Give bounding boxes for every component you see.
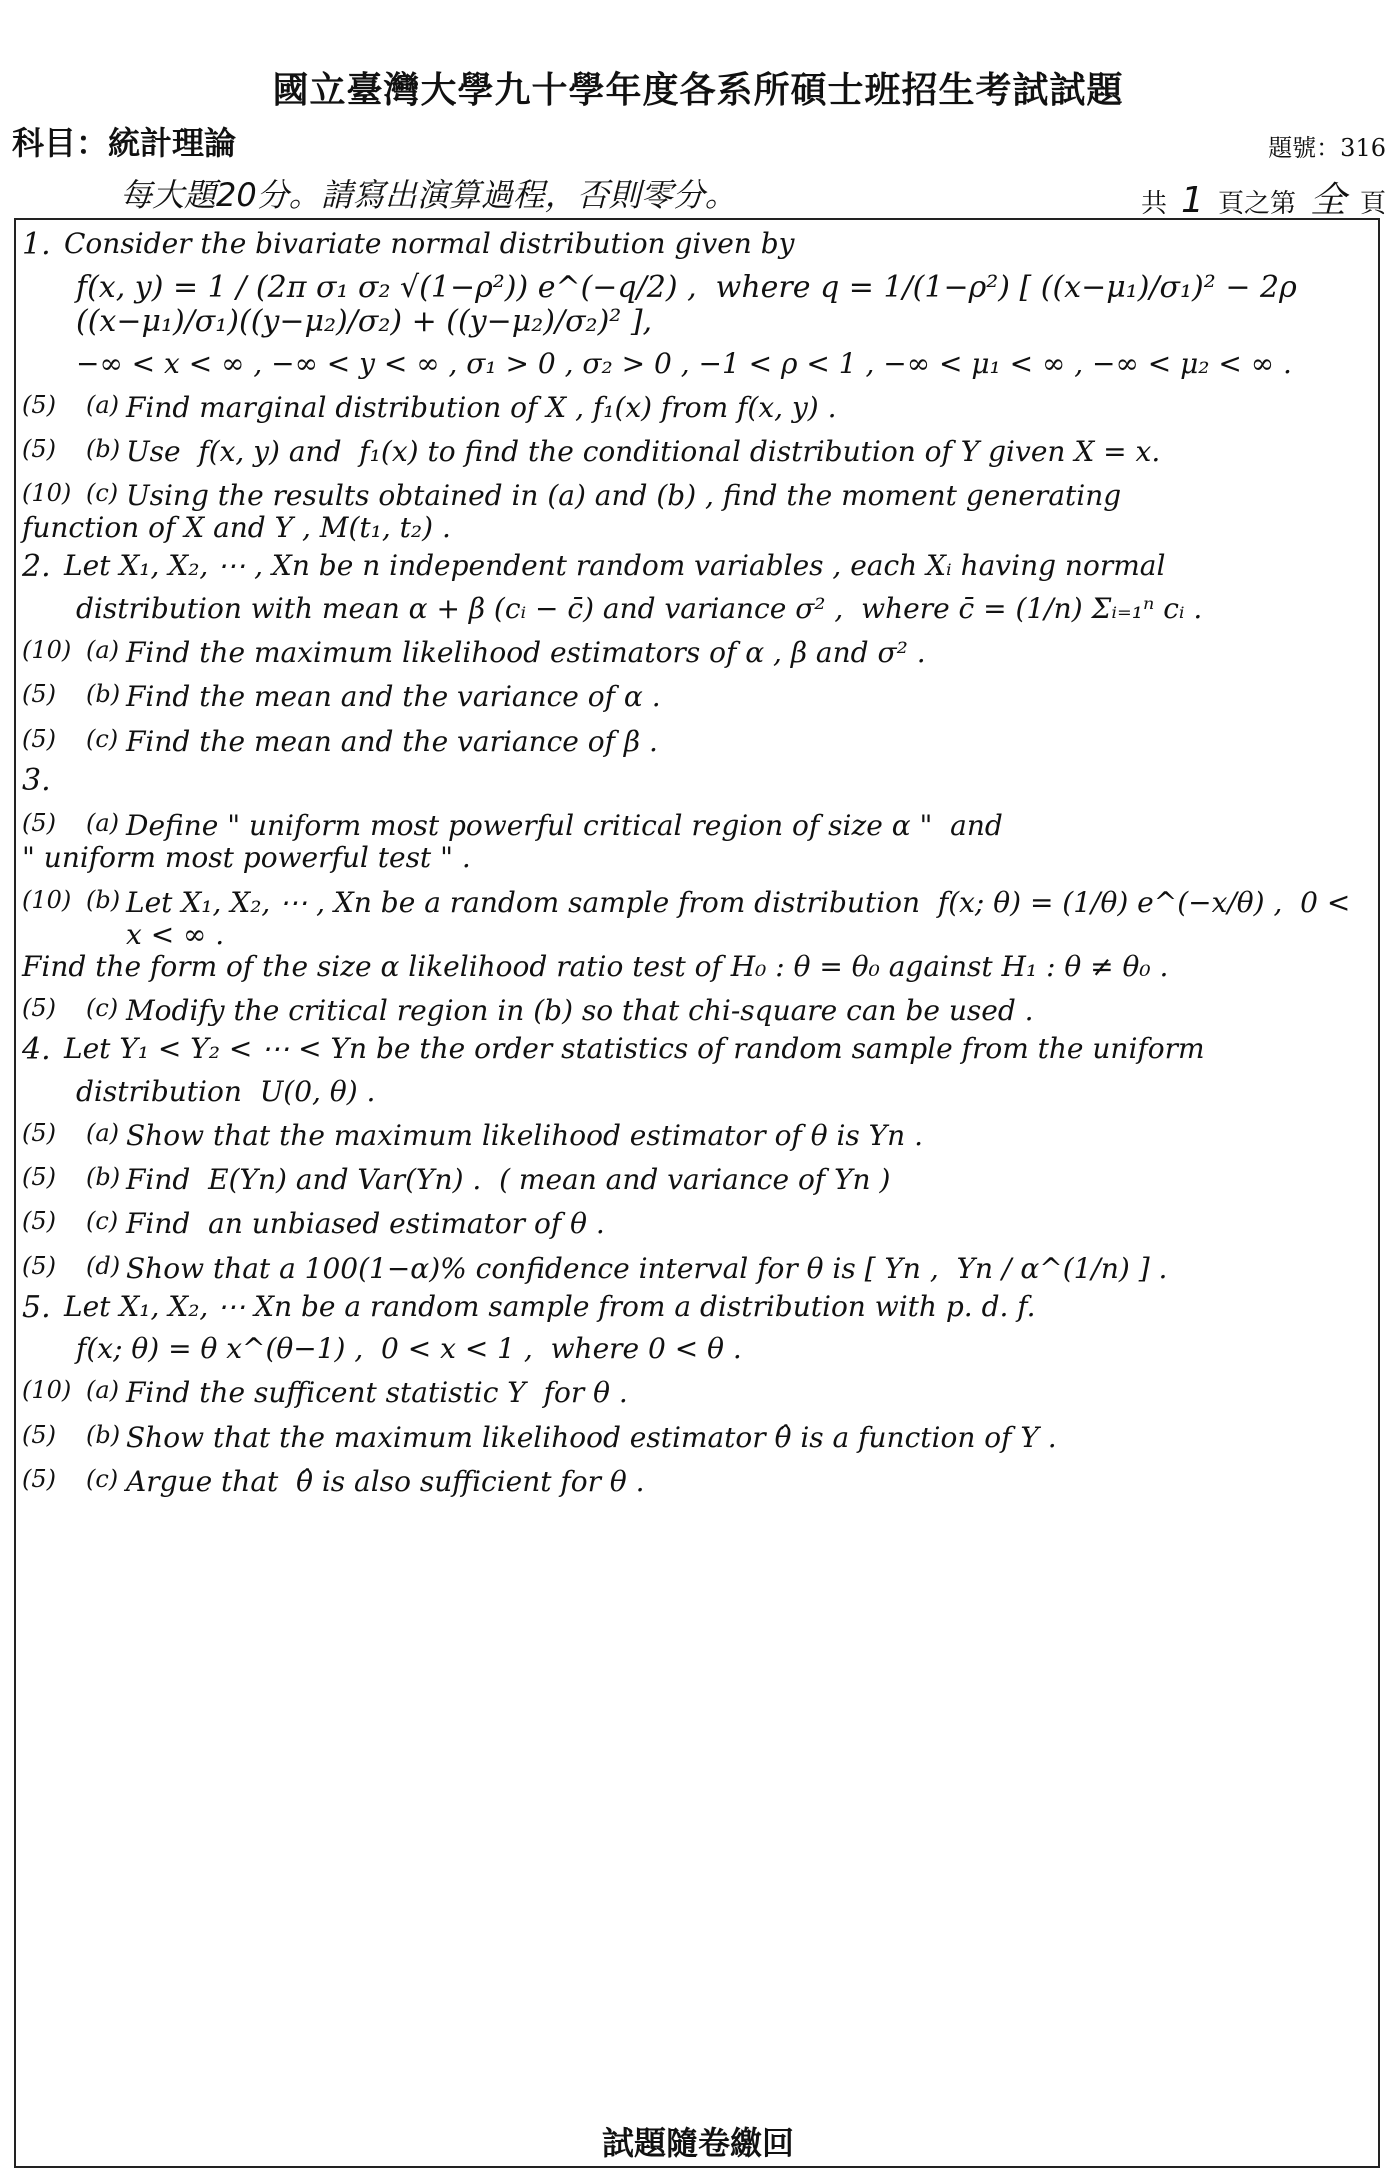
part-text: Define " uniform most powerful critical region of size α " and [126, 809, 1003, 843]
part-label: (b) [86, 680, 121, 709]
part-text: Show that the maximum likelihood estimator θ̂ is a function of Y . [126, 1420, 1057, 1454]
question-part [22, 810, 1372, 874]
question-part [22, 995, 1372, 1027]
part-points: (10) [22, 1376, 72, 1405]
question-num: 3. [22, 762, 51, 798]
question-head [22, 1291, 1372, 1326]
part-points: (10) [22, 636, 72, 665]
question-part [22, 1466, 1372, 1498]
part-label: (a) [86, 1119, 120, 1147]
question-num: 5. [22, 1289, 51, 1325]
question-head [22, 1033, 1372, 1068]
question-num: 1. [22, 227, 51, 262]
part-label: (c) [86, 1464, 119, 1493]
page-indicator [1141, 172, 1386, 223]
question-part [22, 1164, 1372, 1196]
part-text: Let X₁, X₂, ⋯ , Xn be a random sample from distribution f(x; θ) = (1/θ) e^(−x/θ) , 0 < x < ∞ . [126, 885, 1360, 951]
part-label: (c) [86, 479, 119, 508]
part-text: Use f(x, y) and f₁(x) to find the conditional distribution of Y given X = x. [126, 434, 1161, 468]
question-head [22, 550, 1372, 585]
question-part [22, 1253, 1372, 1285]
part-text: Find an unbiased estimator of θ . [126, 1207, 605, 1241]
part-points: (5) [22, 680, 56, 709]
pages-suffix: 頁 [1359, 189, 1386, 219]
subject-label: 科目：統計理論 [12, 124, 237, 162]
pages-mid: 頁之第 [1217, 189, 1296, 219]
question-head [22, 764, 1372, 799]
question-line: f(x, y) = 1 / (2π σ₁ σ₂ √(1−ρ²)) e^(−q/2) , where q = 1/(1−ρ²) [ ((x−μ₁)/σ₁)² − 2ρ ((x−μ₁)/σ₁)((y−μ₂)/σ₂) + ((y−μ₂)/σ₂)² ], [76, 269, 1307, 339]
part-label: (c) [86, 1207, 119, 1236]
question-text: Consider the bivariate normal distribution given by [64, 227, 795, 260]
question-num: 2. [22, 549, 51, 585]
part-label: (a) [86, 809, 120, 838]
question-part [22, 1208, 1372, 1240]
question-2 [22, 550, 1372, 757]
part-label: (a) [86, 1376, 120, 1405]
part-points: (5) [22, 809, 56, 838]
part-text: Show that a 100(1−α)% confidence interval for θ is [ Yn , Yn / α^(1/n) ] . [126, 1251, 1168, 1285]
question-part [22, 1422, 1372, 1454]
part-text: Find the mean and the variance of β . [126, 724, 658, 758]
part-points: (10) [22, 885, 72, 914]
question-part [22, 681, 1372, 713]
part-points: (5) [22, 434, 56, 463]
question-head [22, 228, 1372, 263]
question-line: distribution U(0, θ) . [76, 1074, 376, 1108]
question-number: 題號：316 [1268, 134, 1386, 162]
part-points: (5) [22, 1163, 56, 1192]
part-label: (c) [86, 724, 119, 753]
part-continuation: Find the form of the size α likelihood ratio test of H₀ : θ = θ₀ against H₁ : θ ≠ θ₀ . [22, 949, 1169, 983]
question-line: distribution with mean α + β (cᵢ − c̄) and variance σ² , where c̄ = (1/n) Σᵢ₌₁ⁿ cᵢ . [76, 591, 1203, 625]
part-text: Argue that θ̂ is also sufficient for θ . [126, 1464, 645, 1498]
question-part [22, 637, 1372, 669]
part-points: (5) [22, 1207, 56, 1236]
question-part [22, 392, 1372, 424]
part-label: (b) [86, 434, 121, 463]
question-text: Let X₁, X₂, ⋯ , Xn be n independent random variables , each Xᵢ having normal [64, 549, 1166, 583]
pages-total: 1 [1181, 180, 1204, 221]
question-part [22, 726, 1372, 758]
footer-note: 試題隨卷繳回 [601, 2124, 794, 2162]
question-text: Let X₁, X₂, ⋯ Xn be a random sample from a distribution with p. d. f. [64, 1289, 1036, 1323]
question-4 [22, 1033, 1372, 1284]
part-continuation: function of X and Y , M(t₁, t₂) . [22, 511, 451, 545]
question-line: f(x; θ) = θ x^(θ−1) , 0 < x < 1 , where 0 < θ . [76, 1332, 742, 1366]
question-part [22, 1377, 1372, 1409]
question-5 [22, 1291, 1372, 1498]
part-continuation: " uniform most powerful test " . [22, 841, 471, 875]
part-text: Find the sufficent statistic Y for θ . [126, 1376, 628, 1410]
part-points: (5) [22, 724, 56, 753]
questions-body [22, 228, 1372, 1504]
part-label: (b) [86, 885, 121, 914]
pages-current: 全 [1309, 180, 1346, 221]
part-label: (a) [86, 390, 120, 419]
question-part [22, 887, 1372, 984]
part-points: (5) [22, 1251, 56, 1280]
question-line: −∞ < x < ∞ , −∞ < y < ∞ , σ₁ > 0 , σ₂ > 0 , −1 < ρ < 1 , −∞ < μ₁ < ∞ , −∞ < μ₂ < ∞ . [76, 346, 1292, 380]
part-text: Find marginal distribution of X , f₁(x) from f(x, y) . [126, 390, 837, 424]
part-text: Using the results obtained in (a) and (b) , find the moment generating [126, 479, 1122, 513]
part-text: Modify the critical region in (b) so that chi-square can be used . [126, 994, 1034, 1028]
question-3 [22, 764, 1372, 1028]
part-label: (a) [86, 636, 120, 665]
part-label: (c) [86, 994, 119, 1023]
question-text [64, 764, 1372, 799]
part-points: (5) [22, 390, 56, 419]
question-part [22, 1120, 1372, 1152]
part-points: (10) [22, 479, 72, 508]
question-part [22, 480, 1372, 544]
part-label: (b) [86, 1420, 121, 1449]
part-points: (5) [22, 994, 56, 1023]
part-points: (5) [22, 1119, 56, 1147]
question-num: 4. [22, 1032, 51, 1068]
question-text: Let Y₁ < Y₂ < ⋯ < Yn be the order statistics of random sample from the uniform [64, 1032, 1205, 1066]
part-label: (d) [86, 1251, 121, 1280]
part-text: Find the mean and the variance of α . [126, 680, 661, 714]
part-points: (5) [22, 1420, 56, 1449]
question-part [22, 436, 1372, 468]
part-points: (5) [22, 1464, 56, 1493]
part-text: Show that the maximum likelihood estimator of θ is Yn . [126, 1119, 923, 1152]
part-text: Find E(Yn) and Var(Yn) . ( mean and variance of Yn ) [126, 1163, 891, 1197]
instruction-note: 每大題20分。請寫出演算過程，否則零分。 [120, 176, 737, 214]
pages-prefix: 共 [1141, 189, 1168, 219]
part-text: Find the maximum likelihood estimators of α , β and σ² . [126, 636, 926, 670]
part-label: (b) [86, 1163, 121, 1192]
exam-title: 國立臺灣大學九十學年度各系所碩士班招生考試試題 [272, 69, 1124, 111]
question-1 [22, 228, 1372, 544]
